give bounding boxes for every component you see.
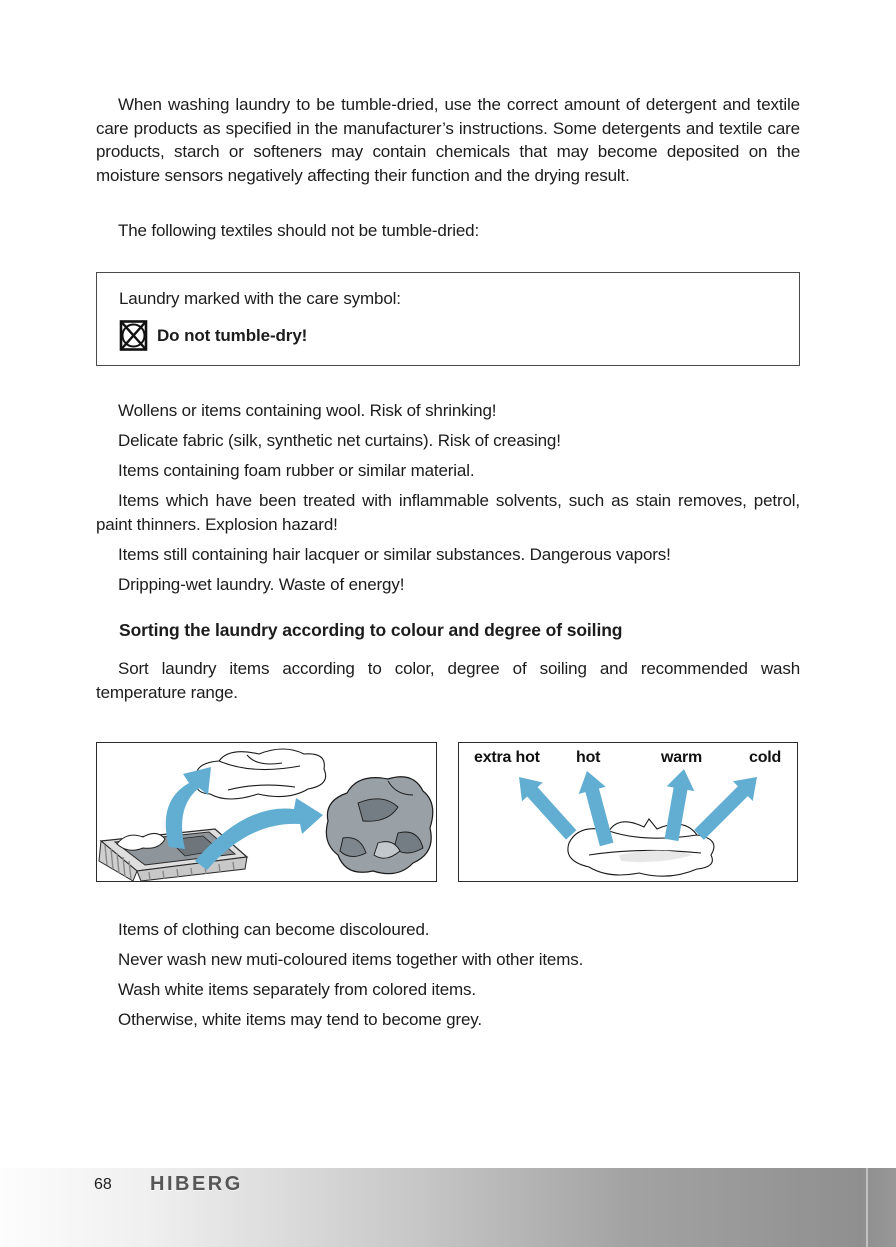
list-item: Items of clothing can become discoloured.	[118, 920, 430, 939]
temperature-label-hot: hot	[576, 749, 601, 766]
list-item: Wollens or items containing wool. Risk of shrinking!	[118, 401, 497, 420]
list-item: Dripping-wet laundry. Waste of energy!	[118, 574, 405, 594]
footer-band	[0, 1168, 896, 1247]
textiles-intro: The following textiles should not be tumble-dried:	[118, 221, 480, 240]
brand-logo: HIBERG	[150, 1173, 243, 1195]
list-item: Never wash new muti-coloured items together with other items.	[118, 950, 584, 969]
temperature-label-extra-hot: extra hot	[474, 749, 540, 766]
colour-notes-list	[96, 918, 800, 1038]
page-number: 68	[94, 1176, 112, 1193]
list-item: Items still containing hair lacquer or similar substances. Dangerous vapors!	[118, 544, 671, 564]
figure-sorting-basket	[96, 742, 437, 882]
list-item: Wash white items separately from colored items.	[118, 980, 476, 999]
sorting-paragraph: Sort laundry items according to color, degree of soiling and recommended wash temperature range.	[96, 659, 800, 702]
figure-temperatures	[458, 742, 798, 882]
do-not-tumble-dry-icon	[119, 319, 148, 352]
temperature-label-cold: cold	[749, 749, 782, 766]
temperature-label-warm: warm	[661, 749, 702, 766]
section-heading: Sorting the laundry according to colour and degree of soiling	[119, 620, 623, 640]
list-item: Items containing foam rubber or similar material.	[118, 461, 475, 480]
list-item: Delicate fabric (silk, synthetic net curtains). Risk of creasing!	[118, 431, 561, 450]
care-box-label: Laundry marked with the care symbol:	[119, 289, 401, 308]
care-instruction: Do not tumble-dry!	[157, 325, 308, 345]
do-not-dry-list	[96, 399, 800, 603]
list-item: Items which have been treated with inflammable solvents, such as stain removes, petrol, paint thinners. Explosion hazard!	[96, 491, 800, 534]
intro-paragraph: When washing laundry to be tumble-dried, use the correct amount of detergent and textile care products as specified in the manufacturer’s instructions. Some detergents and textile care products, starch or softeners may contain chemicals that may become deposited on the moisture sensors negatively affecting their function and the drying result.	[96, 95, 800, 185]
care-symbol-box	[96, 272, 800, 366]
list-item: Otherwise, white items may tend to become grey.	[118, 1010, 482, 1029]
basket-sorting-illustration	[97, 743, 436, 881]
